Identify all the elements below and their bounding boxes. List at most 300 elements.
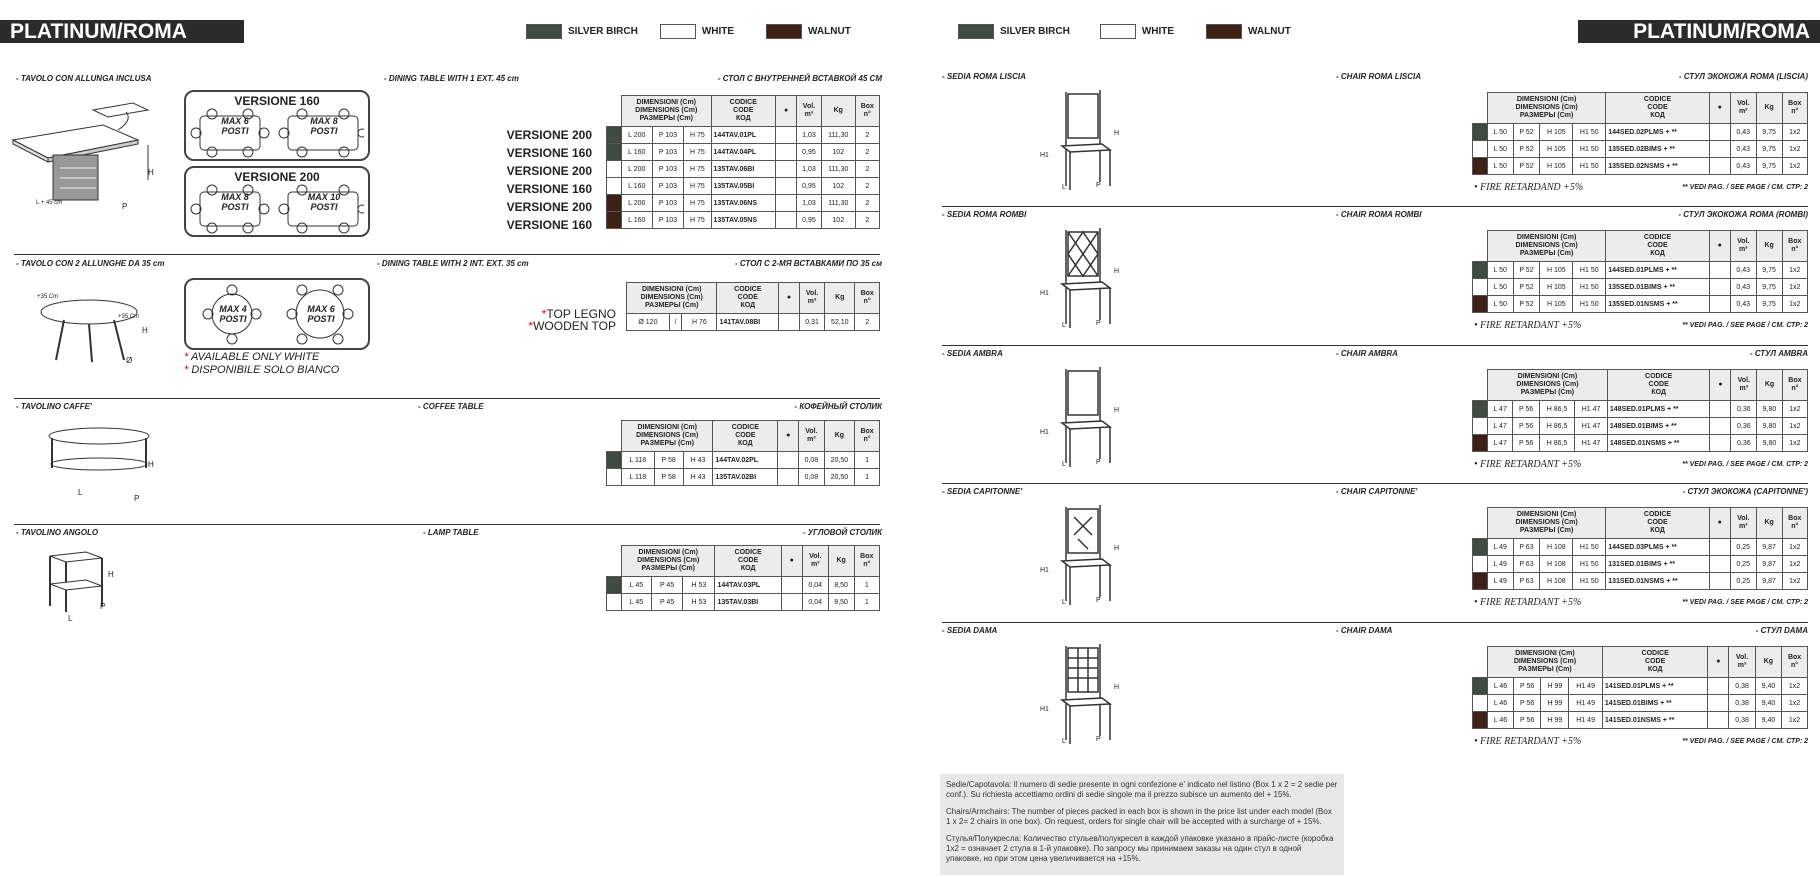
- width-cell: L 50: [1488, 279, 1514, 296]
- table-row: [607, 577, 880, 594]
- color-swatch: [1473, 262, 1488, 279]
- code-header: CODICE CODE КОД: [1606, 508, 1710, 539]
- weight-cell: 102: [821, 144, 855, 161]
- height-cell: H 108: [1540, 573, 1573, 590]
- section-divider: [942, 206, 1808, 207]
- volume-cell: 0,43: [1730, 158, 1756, 175]
- weight-cell: 9,40: [1755, 712, 1781, 729]
- section-heading-en: - DINING TABLE WITH 1 EXT. 45 cm: [384, 74, 519, 83]
- seats-label: MAX 4 POSTI: [219, 304, 247, 324]
- weight-cell: 20,50: [824, 469, 855, 486]
- product-code: 135TAV.06NS: [711, 195, 776, 212]
- depth-cell: P 56: [1514, 695, 1541, 712]
- price-table-chair: [1472, 230, 1808, 313]
- seat-height-cell: H1 49: [1569, 695, 1603, 712]
- lamp-table-illustration: [46, 548, 106, 616]
- table-row: [1473, 418, 1808, 435]
- depth-cell: P 56: [1514, 712, 1541, 729]
- table-header-row: [1473, 647, 1808, 678]
- seat-height-cell: H1 50: [1573, 573, 1606, 590]
- depth-cell: P 52: [1513, 262, 1540, 279]
- table-row: [607, 178, 880, 195]
- color-swatch: [1473, 573, 1488, 590]
- length-dimension: L: [68, 614, 73, 623]
- table-header-row: [1473, 508, 1808, 539]
- depth-cell: P 103: [652, 127, 684, 144]
- table-row: [1473, 262, 1808, 279]
- depth-cell: P 52: [1513, 141, 1540, 158]
- product-code: 141SED.01NSMS + **: [1602, 712, 1707, 729]
- color-swatch: [1473, 712, 1488, 729]
- dimensions-header: DIMENSIONI (Cm) DIMENSIONS (Cm) РАЗМЕРЫ (Cm): [622, 546, 715, 577]
- height-cell: H 105: [1540, 296, 1573, 313]
- section-heading-ru: - СТУЛ ЭКОКОЖА (CAPITONNE'): [1682, 487, 1808, 496]
- section-heading-ru: - СТОЛ С ВНУТРЕННЕЙ ВСТАВКОЙ 45 СМ: [717, 74, 882, 83]
- weight-cell: 8,50: [828, 577, 854, 594]
- blank-cell: [781, 577, 802, 594]
- height-cell: H 86,5: [1539, 435, 1574, 452]
- color-legend-right: [958, 21, 1305, 41]
- width-cell: L 160: [622, 212, 653, 229]
- dimensions-header: DIMENSIONI (Cm) DIMENSIONS (Cm) РАЗМЕРЫ (Cm): [1488, 370, 1608, 401]
- blank-cell: [1709, 158, 1730, 175]
- availability-note-it: [184, 364, 339, 376]
- box-cell: 1: [855, 452, 880, 469]
- width-cell: L 46: [1488, 695, 1514, 712]
- weight-cell: 9,80: [1757, 418, 1783, 435]
- blank-cell: [776, 178, 797, 195]
- height-cell: H 99: [1541, 678, 1569, 695]
- volume-header: Vol. m³: [1730, 508, 1756, 539]
- legend-white: WHITE: [1141, 25, 1175, 37]
- product-code: 144SED.03PLMS + **: [1606, 539, 1710, 556]
- volume-cell: 0,36: [1731, 418, 1757, 435]
- color-swatch: [607, 144, 622, 161]
- weight-cell: 9,75: [1756, 124, 1782, 141]
- code-header: CODICE CODE КОД: [1606, 93, 1710, 124]
- width-cell: L 200: [622, 161, 653, 178]
- price-table-chair: [1472, 507, 1808, 590]
- blank-cell: [1709, 279, 1730, 296]
- height-cell: H 105: [1540, 158, 1573, 175]
- weight-cell: 9,40: [1755, 678, 1781, 695]
- height-cell: H 105: [1540, 262, 1573, 279]
- seat-height-dimension: H1: [1040, 290, 1049, 297]
- legend-walnut: WALNUT: [1248, 25, 1291, 37]
- dot-header: ●: [1710, 370, 1731, 401]
- color-swatch: [1473, 296, 1488, 313]
- box-cell: 1: [854, 594, 879, 611]
- seat-height-cell: H1 50: [1573, 556, 1606, 573]
- weight-cell: 9,80: [1757, 401, 1783, 418]
- weight-cell: 111,30: [821, 195, 855, 212]
- box-cell: 1x2: [1782, 712, 1808, 729]
- volume-header: Vol. m³: [799, 421, 824, 452]
- price-table-dining-table: [606, 95, 880, 229]
- section-divider: [942, 345, 1808, 346]
- width-cell: L 47: [1488, 435, 1513, 452]
- weight-cell: 9,75: [1756, 296, 1782, 313]
- fire-retardant-note: • FIRE RETARDANT +5%: [1474, 736, 1582, 747]
- code-header: CODICE CODE КОД: [715, 546, 781, 577]
- swatch-header: [607, 96, 622, 127]
- box-header: Box n°: [1782, 508, 1807, 539]
- silver-birch-swatch: [958, 24, 994, 39]
- extension-dimension: +35 Cm: [37, 294, 59, 300]
- table-row: [607, 469, 880, 486]
- volume-cell: 0,38: [1729, 712, 1755, 729]
- color-swatch: [1473, 678, 1488, 695]
- weight-cell: 102: [821, 212, 855, 229]
- section-divider: [942, 622, 1808, 623]
- table-row: [1473, 573, 1808, 590]
- blank-cell: [778, 469, 799, 486]
- table-row: [1473, 539, 1808, 556]
- blank-cell: [1709, 539, 1730, 556]
- page-title-left: PLATINUM/ROMA DAY: [0, 20, 244, 43]
- chairs-packing-note: [940, 774, 1344, 875]
- box-header: Box n°: [855, 283, 880, 314]
- table-row: [627, 314, 880, 331]
- dimensions-header: DIMENSIONI (Cm) DIMENSIONS (Cm) РАЗМЕРЫ (Cm): [1488, 508, 1606, 539]
- section-divider: [14, 398, 880, 399]
- box-cell: 1x2: [1782, 158, 1807, 175]
- product-code: 148SED.01BIMS + **: [1607, 418, 1710, 435]
- product-code: 135SED.01BIMS + **: [1606, 279, 1710, 296]
- width-cell: L 49: [1488, 556, 1514, 573]
- legend-silver-birch: SILVER BIRCH: [568, 25, 638, 37]
- box-cell: 1x2: [1782, 141, 1807, 158]
- product-code: 141TAV.08BI: [717, 314, 779, 331]
- product-code: 135TAV.05BI: [711, 178, 776, 195]
- seats-label: MAX 6 POSTI: [307, 304, 335, 324]
- volume-cell: 1,03: [797, 195, 822, 212]
- color-swatch: [607, 577, 622, 594]
- chair-width-dimension: L: [1062, 184, 1066, 191]
- color-swatch: [1473, 124, 1488, 141]
- section-divider: [14, 524, 880, 525]
- width-cell: L 118: [622, 469, 655, 486]
- color-swatch: [607, 127, 622, 144]
- table-header-row: [607, 421, 880, 452]
- weight-cell: 9,75: [1756, 262, 1782, 279]
- product-code: 135SED.01NSMS + **: [1606, 296, 1710, 313]
- volume-header: Vol. m³: [802, 546, 828, 577]
- volume-cell: 0,38: [1729, 695, 1755, 712]
- color-swatch: [1473, 418, 1488, 435]
- dimensions-header: DIMENSIONI (Cm) DIMENSIONS (Cm) РАЗМЕРЫ (Cm): [1488, 93, 1606, 124]
- section-heading-it: - SEDIA ROMA LISCIA: [942, 72, 1026, 81]
- color-swatch: [1473, 695, 1488, 712]
- round-table-seating-box: [184, 278, 370, 350]
- section-divider: [14, 254, 880, 255]
- section-heading-en: - CHAIR ROMA LISCIA: [1336, 72, 1422, 81]
- width-cell: L 45: [622, 577, 652, 594]
- weight-cell: 9,87: [1756, 556, 1782, 573]
- section-heading-it: - TAVOLINO CAFFE': [16, 402, 92, 411]
- width-cell: L 46: [1488, 678, 1514, 695]
- price-table-chair: [1472, 369, 1808, 452]
- see-page-note: ** VEDI PAG. / SEE PAGE / СМ. СТР: 2: [1682, 461, 1808, 468]
- box-cell: 2: [855, 212, 879, 229]
- blank-cell: [776, 127, 797, 144]
- see-page-note: ** VEDI PAG. / SEE PAGE / СМ. СТР: 2: [1682, 599, 1808, 606]
- price-table-round-table: [626, 282, 880, 331]
- product-code: 135TAV.02BI: [713, 469, 778, 486]
- weight-header: Kg: [824, 421, 855, 452]
- box-cell: 1x2: [1782, 678, 1808, 695]
- color-swatch: [1473, 556, 1488, 573]
- seat-height-cell: H1 50: [1573, 262, 1606, 279]
- color-swatch: [607, 195, 622, 212]
- blank-cell: [776, 195, 797, 212]
- box-cell: 1x2: [1782, 279, 1807, 296]
- table-row: [1473, 435, 1808, 452]
- color-swatch: [607, 161, 622, 178]
- width-cell: L 49: [1488, 573, 1514, 590]
- product-code: 131SED.01BIMS + **: [1606, 556, 1710, 573]
- box-cell: 2: [855, 195, 879, 212]
- chair-illustration: [1056, 86, 1116, 196]
- box-cell: 1x2: [1782, 124, 1807, 141]
- volume-header: Vol. m³: [1731, 370, 1757, 401]
- volume-cell: 0,08: [799, 469, 824, 486]
- product-code: 135TAV.05NS: [711, 212, 776, 229]
- chair-height-dimension: H: [1114, 268, 1120, 275]
- chair-depth-dimension: P: [1096, 597, 1101, 604]
- seat-height-cell: H1 50: [1573, 158, 1606, 175]
- volume-cell: 0,36: [1731, 401, 1757, 418]
- box-cell: 1x2: [1782, 401, 1807, 418]
- section-heading-it: - SEDIA ROMA ROMBI: [942, 210, 1027, 219]
- volume-cell: 0,04: [802, 594, 828, 611]
- table-row: [1473, 279, 1808, 296]
- color-swatch: [1473, 141, 1488, 158]
- weight-header: Kg: [1755, 647, 1781, 678]
- asterisk: *: [528, 319, 534, 333]
- height-cell: H 105: [1540, 141, 1573, 158]
- seat-height-cell: H1 47: [1575, 435, 1608, 452]
- weight-cell: 20,50: [824, 452, 855, 469]
- section-heading-ru: - УГЛОВОЙ СТОЛИК: [802, 528, 882, 537]
- depth-cell: P 58: [654, 469, 683, 486]
- weight-cell: 9,40: [1755, 695, 1781, 712]
- code-header: CODICE CODE КОД: [1606, 231, 1710, 262]
- blank-cell: [1708, 678, 1729, 695]
- width-cell: L 45: [622, 594, 652, 611]
- version-200-box: [184, 166, 370, 237]
- table-row: [1473, 695, 1808, 712]
- asterisk: *: [541, 307, 547, 321]
- volume-header: Vol. m³: [800, 283, 825, 314]
- code-header: CODICE CODE КОД: [711, 96, 776, 127]
- product-code: 135TAV.03BI: [715, 594, 781, 611]
- color-swatch: [1473, 435, 1488, 452]
- section-heading-it: - SEDIA CAPITONNE': [942, 487, 1023, 496]
- depth-cell: P 103: [652, 212, 684, 229]
- color-swatch: [607, 469, 622, 486]
- section-heading-en: - CHAIR DAMA: [1336, 626, 1393, 635]
- code-header: CODICE CODE КОД: [717, 283, 779, 314]
- table-row: [607, 144, 880, 161]
- blank-cell: [1708, 695, 1729, 712]
- availability-text: DISPONIBILE SOLO BIANCO: [191, 364, 340, 376]
- height-cell: H 75: [684, 195, 711, 212]
- dot-header: ●: [779, 283, 800, 314]
- round-table-illustration: [34, 290, 154, 370]
- depth-cell: P 56: [1513, 418, 1540, 435]
- section-heading-it: - TAVOLO CON ALLUNGA INCLUSA: [16, 74, 152, 83]
- section-heading-it: - SEDIA DAMA: [942, 626, 998, 635]
- table-row: [1473, 401, 1808, 418]
- volume-header: Vol. m³: [1730, 93, 1756, 124]
- height-cell: H 86,5: [1539, 401, 1574, 418]
- box-cell: 1x2: [1782, 262, 1807, 279]
- section-heading-en: - CHAIR AMBRA: [1336, 349, 1398, 358]
- section-heading-en: - DINING TABLE WITH 2 INT. EXT. 35 cm: [377, 259, 529, 268]
- depth-cell: P 103: [652, 178, 684, 195]
- volume-cell: 0,43: [1730, 296, 1756, 313]
- depth-cell: P 52: [1513, 279, 1540, 296]
- volume-cell: 0,25: [1730, 539, 1756, 556]
- box-cell: 1: [855, 469, 880, 486]
- blank-cell: [778, 452, 799, 469]
- section-heading-en: - CHAIR ROMA ROMBI: [1336, 210, 1422, 219]
- table-header-row: [607, 96, 880, 127]
- height-cell: H 75: [684, 144, 711, 161]
- weight-cell: 9,75: [1756, 279, 1782, 296]
- depth-cell: P 56: [1513, 401, 1540, 418]
- wooden-top-text: WOODEN TOP: [533, 319, 616, 333]
- volume-cell: 1,03: [797, 127, 822, 144]
- table-height-dimension: H: [142, 326, 148, 335]
- box-header: Box n°: [1782, 647, 1808, 678]
- weight-cell: 111,30: [821, 127, 855, 144]
- height-cell: H 76: [682, 314, 717, 331]
- product-code: 148SED.01NSMS + **: [1607, 435, 1710, 452]
- height-cell: H 105: [1540, 279, 1573, 296]
- dot-header: ●: [776, 96, 797, 127]
- seat-height-cell: H1 49: [1569, 712, 1603, 729]
- box-header: Box n°: [1782, 93, 1807, 124]
- version-label: VERSIONE 160: [506, 182, 592, 196]
- width-cell: L 160: [622, 178, 653, 195]
- weight-cell: 9,80: [1757, 435, 1783, 452]
- height-cell: H 108: [1540, 539, 1573, 556]
- blank-cell: [1710, 401, 1731, 418]
- table-row: [607, 452, 880, 469]
- chair-height-dimension: H: [1114, 545, 1120, 552]
- white-swatch: [660, 24, 696, 39]
- chair-height-dimension: H: [1114, 407, 1120, 414]
- box-cell: 1x2: [1782, 556, 1807, 573]
- weight-header: Kg: [828, 546, 854, 577]
- color-swatch: [607, 452, 622, 469]
- depth-dimension: P: [100, 602, 106, 611]
- depth-cell: P 52: [1513, 158, 1540, 175]
- version-label: VERSIONE 160: [506, 218, 592, 232]
- color-legend-left: [526, 21, 865, 41]
- dot-header: ●: [1709, 508, 1730, 539]
- volume-cell: 0,08: [799, 452, 824, 469]
- box-header: Box n°: [1782, 231, 1807, 262]
- weight-header: Kg: [1756, 93, 1782, 124]
- table-row: [1473, 158, 1808, 175]
- note-italian: Sedie/Capotavola: Il numero di sedie presente in ogni confezione e' indicato nel listino (Box 1 x 2 = 2 sedie per conf.). Su richiesta accettiamo ordini di sedie singole ma il prezzo subisce un aumento del + 15%.: [946, 780, 1338, 799]
- seat-height-cell: H1 50: [1573, 539, 1606, 556]
- volume-cell: 0,04: [802, 577, 828, 594]
- section-heading-ru: - СТОЛ С 2-МЯ ВСТАВКАМИ ПО 35 см: [734, 259, 882, 268]
- width-cell: L 200: [622, 195, 653, 212]
- code-header: CODICE CODE КОД: [1607, 370, 1710, 401]
- product-code: 135SED.02NSMS + **: [1606, 158, 1710, 175]
- color-swatch: [1473, 401, 1488, 418]
- product-code: 144TAV.03PL: [715, 577, 781, 594]
- asterisk: *: [184, 351, 189, 363]
- chair-depth-dimension: P: [1096, 736, 1101, 743]
- box-cell: 2: [855, 178, 879, 195]
- depth-cell: P 52: [1513, 124, 1540, 141]
- table-header-row: [1473, 370, 1808, 401]
- weight-cell: 102: [821, 178, 855, 195]
- swatch-header: [1473, 647, 1488, 678]
- height-cell: H 99: [1541, 695, 1569, 712]
- volume-cell: 0,25: [1730, 556, 1756, 573]
- volume-cell: 0,95: [797, 144, 822, 161]
- seat-height-dimension: H1: [1040, 429, 1049, 436]
- swatch-header: [607, 546, 622, 577]
- dimensions-header: DIMENSIONI (Cm) DIMENSIONS (Cm) РАЗМЕРЫ (Cm): [1488, 231, 1606, 262]
- color-swatch: [607, 178, 622, 195]
- weight-header: Kg: [821, 96, 855, 127]
- blank-cell: [776, 212, 797, 229]
- box-header: Box n°: [854, 546, 879, 577]
- box-cell: 1x2: [1782, 573, 1807, 590]
- version-160-title: VERSIONE 160: [234, 94, 320, 108]
- product-code: 144TAV.02PL: [713, 452, 778, 469]
- swatch-header: [1473, 370, 1488, 401]
- blank-cell: [779, 314, 800, 331]
- table-row: [607, 127, 880, 144]
- volume-cell: 1,03: [797, 161, 822, 178]
- height-dimension: H: [108, 570, 114, 579]
- dot-header: ●: [1709, 93, 1730, 124]
- color-swatch: [607, 212, 622, 229]
- width-cell: L 160: [622, 144, 653, 161]
- price-table-chair: [1472, 92, 1808, 175]
- table-row: [1473, 141, 1808, 158]
- depth-cell: P 103: [652, 161, 684, 178]
- product-code: 144TAV.04PL: [711, 144, 776, 161]
- weight-cell: 9,75: [1756, 141, 1782, 158]
- table-row: [1473, 712, 1808, 729]
- seat-height-cell: H1 50: [1573, 279, 1606, 296]
- blank-cell: [781, 594, 802, 611]
- width-cell: L 47: [1488, 418, 1513, 435]
- section-heading-ru: - СТУЛ ЭКОКОЖА ROMA (ROMBI): [1678, 210, 1808, 219]
- product-code: 144SED.01PLMS + **: [1606, 262, 1710, 279]
- dot-header: ●: [1709, 231, 1730, 262]
- version-label: VERSIONE 200: [506, 200, 592, 214]
- box-cell: 2: [855, 161, 879, 178]
- price-table-coffee-table: [606, 420, 880, 486]
- table-row: [1473, 296, 1808, 313]
- seat-height-cell: H1 50: [1573, 124, 1606, 141]
- legend-walnut: WALNUT: [808, 25, 851, 37]
- diameter-dimension: Ø: [126, 356, 133, 365]
- chair-width-dimension: L: [1062, 599, 1066, 606]
- chair-height-dimension: H: [1114, 684, 1120, 691]
